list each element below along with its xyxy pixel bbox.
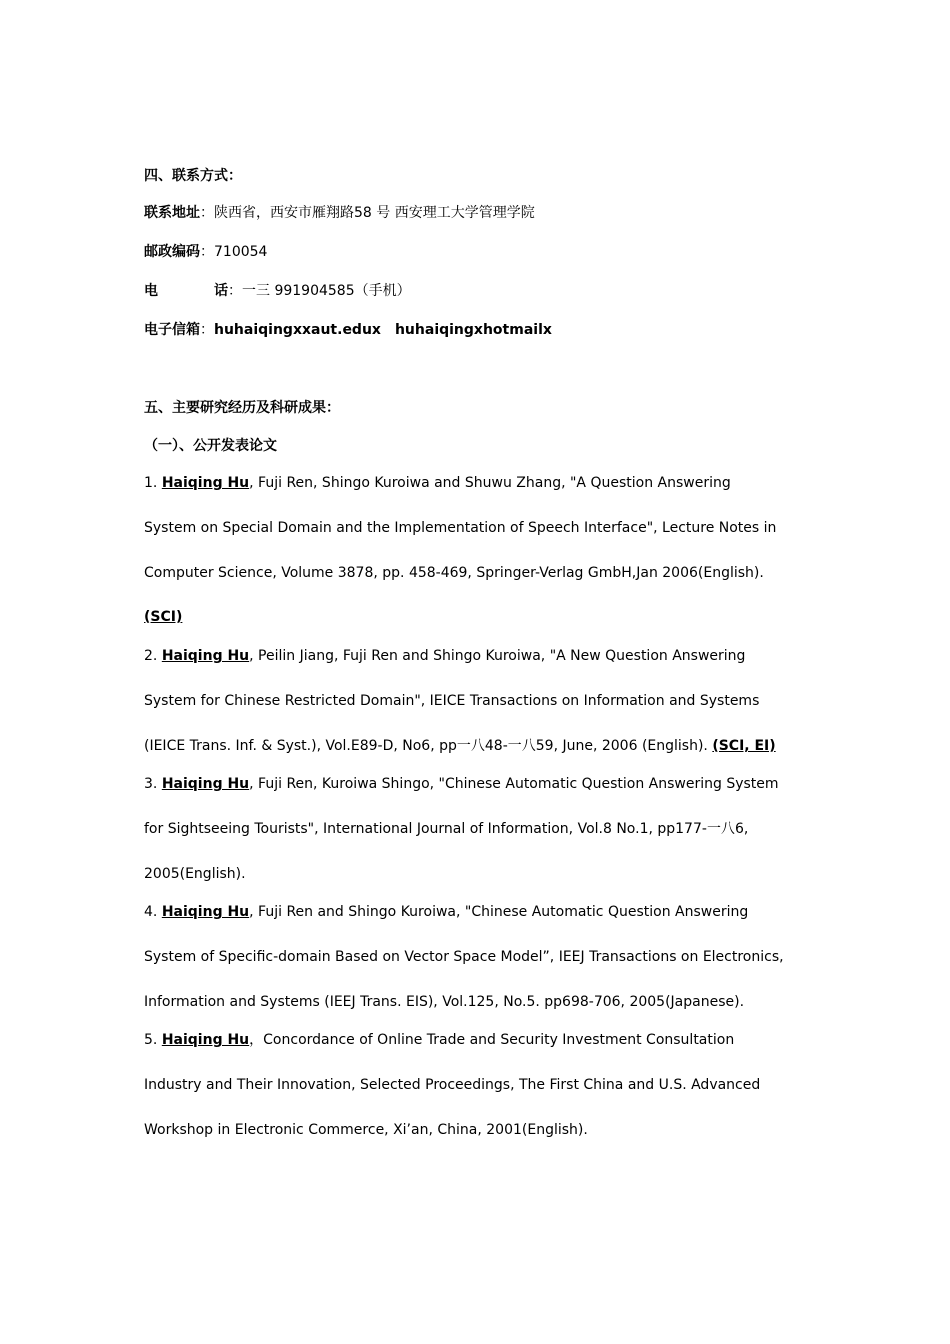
paper-1-line-3: Computer Science, Volume 3878, pp. 458-469, Springer-Verlag GmbH,Jan 2006(English). xyxy=(144,565,764,581)
paper-4-line-1 xyxy=(144,902,748,922)
address-suffix: 号 西安理工大学管理学院 xyxy=(376,205,535,221)
paper-1-author: Haiqing Hu xyxy=(161,475,250,491)
email-colon: ： xyxy=(200,322,214,338)
paper-5-line-2: Industry and Their Innovation, Selected Proceedings, The First China and U.S. Advanced xyxy=(144,1077,761,1093)
paper-3-author: Haiqing Hu xyxy=(161,776,250,792)
paper-2-line-3 xyxy=(144,736,776,756)
postcode-value: 710054 xyxy=(214,244,268,260)
papers-subheading: （一）、公开发表论文 xyxy=(144,438,277,454)
address-prefix: 陕西省，西安市雁翔路 xyxy=(214,205,354,221)
email-label: 电子信箱 xyxy=(144,322,200,338)
phone-line xyxy=(144,281,411,301)
paper-3-line-2 xyxy=(144,819,748,839)
paper-3-text-2a: for Sightseeing Tourists", International Journal of Information, Vol.8 No.1, pp177- xyxy=(144,821,707,837)
paper-2-text-3b: 一八 xyxy=(456,738,485,754)
paper-3-text-2c: 6, xyxy=(734,821,749,837)
postcode-colon: ： xyxy=(200,244,214,260)
paper-5-line-1 xyxy=(144,1030,734,1050)
paper-2-text-3a: (IEICE Trans. Inf. & Syst.), Vol.E89-D, No6, pp xyxy=(144,738,457,754)
paper-5-number: 5. xyxy=(144,1032,158,1048)
paper-4-line-2: System of Specific-domain Based on Vector Space Model”, IEEJ Transactions on Electronics, xyxy=(144,949,784,965)
paper-3-line-1 xyxy=(144,774,779,794)
paper-3-text-2b: 一八 xyxy=(706,821,735,837)
paper-4-text-1: , Fuji Ren and Shingo Kuroiwa, "Chinese Automatic Question Answering xyxy=(249,904,749,920)
paper-5-line-3: Workshop in Electronic Commerce, Xi’an, China, 2001(English). xyxy=(144,1122,588,1138)
paper-4-author: Haiqing Hu xyxy=(161,904,250,920)
paper-2-number: 2. xyxy=(144,648,158,664)
paper-2-line-1 xyxy=(144,646,745,666)
address-label: 联系地址 xyxy=(144,205,200,221)
paper-5-text-1: Concordance of Online Trade and Security Investment Consultation xyxy=(263,1032,735,1048)
paper-2-text-1: , Peilin Jiang, Fuji Ren and Shingo Kuroiwa, "A New Question Answering xyxy=(249,648,746,664)
paper-1-line-1 xyxy=(144,473,731,493)
email-link-1[interactable]: huhaiqingxxaut.edux xyxy=(214,322,381,338)
paper-5-author: Haiqing Hu xyxy=(161,1032,250,1048)
email-link-2[interactable]: huhaiqingxhotmailx xyxy=(394,322,552,338)
phone-label-1: 电 xyxy=(144,283,158,299)
paper-4-number: 4. xyxy=(144,904,158,920)
paper-2-line-2: System for Chinese Restricted Domain", IEICE Transactions on Information and Systems xyxy=(144,693,760,709)
address-number: 58 xyxy=(354,205,372,221)
paper-3-text-1: , Fuji Ren, Kuroiwa Shingo, "Chinese Automatic Question Answering System xyxy=(249,776,779,792)
paper-2-text-3c: 48- xyxy=(484,738,508,754)
phone-colon: ： xyxy=(228,283,242,299)
phone-digits: 991904585 xyxy=(274,283,355,299)
paper-5-sep: ， xyxy=(249,1032,264,1048)
paper-1-index-tag: (SCI) xyxy=(144,609,183,625)
research-heading: 五、主要研究经历及科研成果： xyxy=(144,400,340,416)
paper-3-line-3: 2005(English). xyxy=(144,866,246,882)
postcode-line xyxy=(144,242,267,262)
address-line xyxy=(144,203,535,223)
phone-note: （手机） xyxy=(354,283,411,299)
paper-1-number: 1. xyxy=(144,475,158,491)
address-colon: ： xyxy=(200,205,214,221)
phone-prefix: 一三 xyxy=(242,283,270,299)
paper-1-line-2: System on Special Domain and the Implementation of Speech Interface", Lecture Notes in xyxy=(144,520,777,536)
paper-2-text-3e: 59, June, 2006 (English). xyxy=(535,738,713,754)
contact-heading: 四、联系方式： xyxy=(144,168,242,184)
paper-2-text-3d: 一八 xyxy=(507,738,536,754)
paper-3-number: 3. xyxy=(144,776,158,792)
paper-4-line-3: Information and Systems (IEEJ Trans. EIS), Vol.125, No.5. pp698-706, 2005(Japanese). xyxy=(144,994,745,1010)
phone-label-2: 话 xyxy=(214,283,228,299)
paper-2-index-tag: (SCI, EI) xyxy=(712,738,776,754)
postcode-label: 邮政编码 xyxy=(144,244,200,260)
paper-1-text-1: , Fuji Ren, Shingo Kuroiwa and Shuwu Zhang, "A Question Answering xyxy=(249,475,731,491)
paper-2-author: Haiqing Hu xyxy=(161,648,250,664)
email-line xyxy=(144,320,552,340)
